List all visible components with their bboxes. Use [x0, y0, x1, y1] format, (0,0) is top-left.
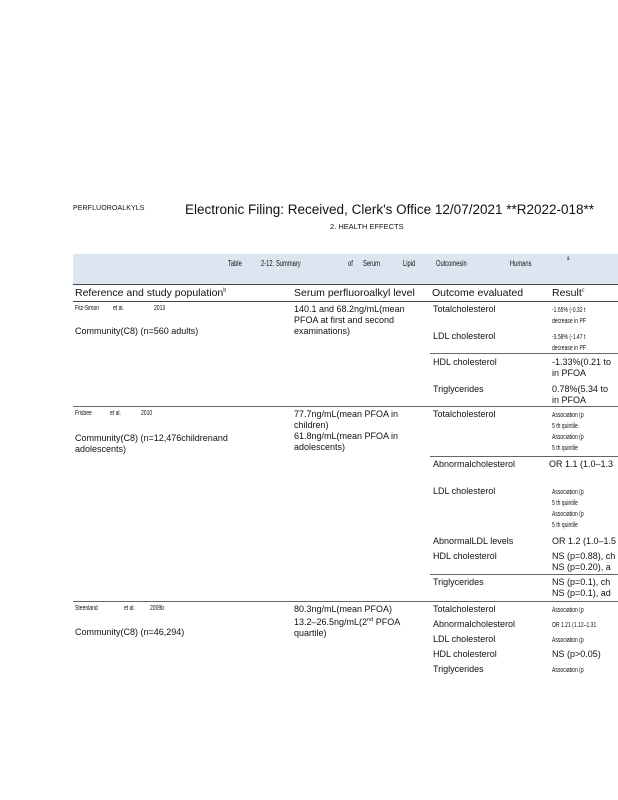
result-cell: OR 1.21 (1.12–1.31 [552, 622, 597, 629]
section-heading: 2. HEALTH EFFECTS [330, 222, 404, 231]
result-cell: 0.78%(5.34 to in PFOA [552, 384, 609, 405]
study-divider [73, 406, 618, 407]
column-header-result: Result$^c$ [552, 287, 585, 299]
filing-stamp: Electronic Filing: Received, Clerk's Office 12/07/2021 **R2022-018** [185, 202, 595, 217]
outcome-cell: HDL cholesterol [433, 551, 497, 561]
study-reference-author: Fitz-Simon [75, 305, 100, 312]
row-divider [430, 574, 618, 575]
outcome-cell: Abnormalcholesterol [433, 619, 516, 629]
column-header-outcome: Outcome evaluated [432, 287, 524, 299]
result-cell: NS (p=0.1), ch NS (p=0.1), ad [552, 577, 611, 598]
row-divider [430, 353, 618, 354]
caption-word: of [348, 259, 353, 268]
study-reference-author: Steenland [75, 605, 98, 612]
study-reference-etal: et al. [113, 305, 124, 312]
table-caption-band [73, 254, 618, 284]
caption-word: Humans [510, 259, 532, 268]
study-population: Community(C8) (n=46,294) [75, 627, 185, 637]
caption-word: Serum [363, 259, 380, 268]
result-cell: Association (p [552, 637, 584, 644]
study-reference-year: 2009b [150, 605, 165, 612]
outcome-cell: Triglycerides [433, 664, 484, 674]
caption-word: Outcomesin [436, 259, 467, 268]
outcome-cell: LDL cholesterol [433, 634, 496, 644]
result-cell: -3.58% (-1.47 t decrease in PF [552, 334, 586, 352]
outcome-cell: HDL cholesterol [433, 357, 497, 367]
result-cell: Association (p 5 th quintile Association (p 5 th quintile [552, 412, 584, 452]
result-cell: OR 1.2 (1.0–1.5 [552, 536, 617, 546]
outcome-cell: HDL cholesterol [433, 649, 497, 659]
result-cell: NS (p=0.88), ch NS (p=0.20), a [552, 551, 616, 572]
serum-level: 80.3ng/mL(mean PFOA) 13.2–26.5ng/mL(2nd PFOA quartile) [294, 604, 401, 638]
outcome-cell: Abnormalcholesterol [433, 459, 516, 469]
study-population: adolescents) [75, 444, 127, 454]
result-cell: Association (p [552, 607, 584, 614]
serum-level: 140.1 and 68.2ng/mL(mean PFOA at first and second examinations) [294, 304, 405, 336]
caption-footnote-mark: a [567, 256, 570, 262]
caption-word: Lipid [403, 259, 416, 268]
outcome-cell: Triglycerides [433, 384, 484, 394]
caption-word: Summary [276, 259, 301, 268]
outcome-cell: LDL cholesterol [433, 331, 496, 341]
column-header-serum-level: Serum perfluoroalkyl level [294, 287, 415, 299]
header-bottom-rule [73, 301, 618, 302]
study-population: Community(C8) (n=12,476childrenand [75, 433, 228, 443]
study-reference-author: Frisbee [75, 410, 92, 417]
running-head: PERFLUOROALKYLS [73, 205, 145, 212]
study-reference-year: 2013 [154, 305, 166, 312]
result-cell: OR 1.1 (1.0–1.3 [549, 459, 614, 469]
outcome-cell: Triglycerides [433, 577, 484, 587]
study-population: Community(C8) (n=560 adults) [75, 326, 199, 336]
outcome-cell: LDL cholesterol [433, 486, 496, 496]
result-cell: NS (p>0.05) [552, 649, 601, 659]
study-divider [73, 601, 618, 602]
result-cell: -1.65% (-0.32 t decrease in PF [552, 307, 586, 325]
outcome-cell: Totalcholesterol [433, 604, 496, 614]
study-reference-etal: et al. [110, 410, 121, 417]
result-cell: Association (p 5 th quintile Association (p 5 th quintile [552, 489, 584, 529]
column-header-reference: Reference and study population$^b$ [75, 287, 227, 299]
study-reference-year: 2010 [141, 410, 153, 417]
serum-level: 77.7ng/mL(mean PFOA in children) 61.8ng/mL(mean PFOA in adolescents) [294, 409, 399, 452]
caption-label: Table [228, 259, 242, 268]
outcome-cell: Totalcholesterol [433, 409, 496, 419]
row-divider [430, 456, 618, 457]
outcome-cell: Totalcholesterol [433, 304, 496, 314]
caption-number: 2-12. [261, 259, 275, 268]
result-cell: -1.33%(0.21 to in PFOA [552, 357, 612, 378]
result-cell: Association (p [552, 667, 584, 674]
outcome-cell: AbnormalLDL levels [433, 536, 514, 546]
table-top-rule [73, 284, 618, 285]
study-reference-etal: et al. [124, 605, 135, 612]
